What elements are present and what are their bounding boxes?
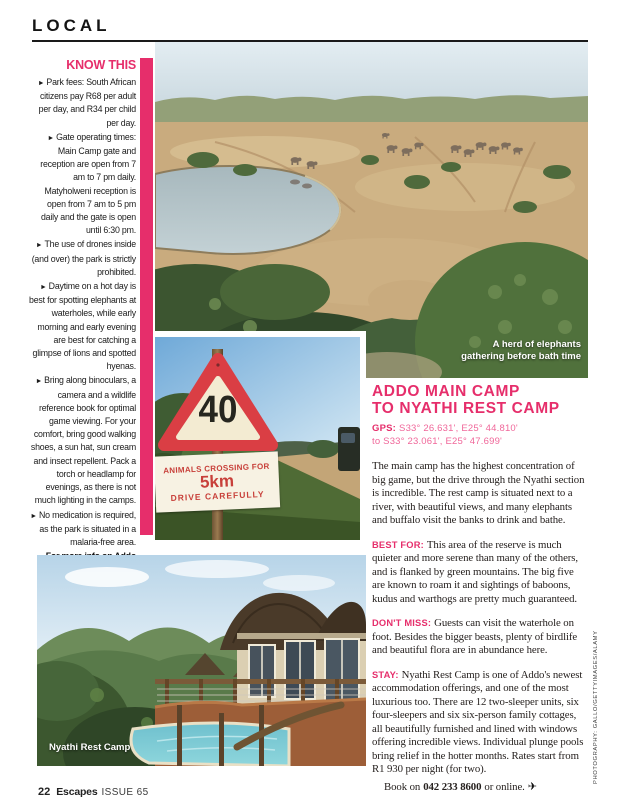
- gps-label: GPS:: [372, 423, 397, 434]
- animals-crossing-board: [155, 451, 280, 512]
- waterhole-caption: [461, 339, 581, 363]
- photo-credit: PHOTOGRAPHY: GALLO/GETTYIMAGES/ALAMY: [593, 630, 599, 784]
- waterhole-photo: [155, 42, 588, 378]
- lodge-photo: [37, 555, 366, 766]
- issue-label: ISSUE 65: [101, 787, 149, 798]
- arrow-bullet-icon: ►: [39, 284, 47, 292]
- gps-coords-1: S33° 26.631', E25° 44.810': [399, 423, 518, 434]
- know-this-item: [28, 131, 136, 238]
- road-sign-photo: [155, 331, 366, 540]
- intro-paragraph: The main camp has the highest concentration of big game, but the drive through the Nyathi section is incredible. The rest camp is situated next to a river, with beautiful views, and many elephants and buffalo visit the banks to drink and bathe.: [372, 460, 585, 526]
- waterhole-illustration: [155, 42, 588, 378]
- stay-paragraph: [372, 669, 588, 777]
- know-this-item: [28, 509, 136, 550]
- lodge-illustration: [37, 555, 366, 766]
- gps-line1: [372, 423, 588, 436]
- arrow-bullet-icon: ►: [37, 80, 45, 87]
- article-title: [372, 383, 588, 417]
- stay-label: STAY:: [372, 669, 399, 680]
- know-this-item-text: Daytime on a hot day is best for spotting elephants at waterholes, while early morning and early evening are best for catching a glimpse of lions and spotted hyenas.: [29, 281, 136, 372]
- best-for-paragraph: [372, 539, 588, 607]
- know-this-sidebar: [28, 58, 136, 590]
- dont-miss-text: Guests can visit the waterhole on foot. Besides the bigger beasts, plenty of birdlife and beautiful flora are in abundance here.: [372, 617, 578, 656]
- speed-limit-text: 40: [198, 388, 238, 431]
- gps-line2: to S33° 23.061', E25° 47.699': [372, 435, 503, 447]
- book-prefix: Book on: [384, 780, 421, 793]
- stay-text: Nyathi Rest Camp is one of Addo's newest accommodation offerings, and one of the most luxurious too. There are 12 two-sleeper units, six four-sleepers and six six-person family cottages, all beautifully furnished and lined with windows offering incredible views. Individual plunge pools bring relief in the hotter months. Rates start from R1 930 per night (for two).: [372, 668, 584, 775]
- pink-divider-bar: [140, 58, 153, 535]
- best-for-label: BEST FOR:: [372, 539, 424, 550]
- page-number: 22: [38, 786, 51, 798]
- know-this-item: [28, 238, 136, 279]
- page-footer: [38, 782, 149, 800]
- article-column: [372, 383, 588, 805]
- best-for-text: This area of the reserve is much quieter and more serene than many of the others, and is flanked by green mountains. The big five are known to roam it and sightings of baboons, kudus and warthogs are pretty much guaranteed.: [372, 538, 578, 605]
- dont-miss-paragraph: [372, 617, 588, 658]
- know-this-item: [28, 280, 136, 373]
- arrow-bullet-icon: ►: [35, 242, 43, 250]
- section-label: LOCAL: [32, 16, 111, 35]
- book-suffix: or online.: [484, 780, 525, 793]
- sign-line3: DRIVE CAREFULLY: [170, 488, 265, 503]
- know-this-heading: KNOW THIS: [66, 58, 136, 72]
- arrow-bullet-icon: ►: [30, 512, 37, 520]
- magazine-name: Escapes: [56, 786, 98, 798]
- booking-line: [372, 781, 588, 795]
- waterhole-caption-line2: gathering before bath time: [461, 351, 581, 362]
- know-this-item-text: The use of drones inside (and over) the park is strictly prohibited.: [31, 239, 136, 277]
- phone-number: 042 233 8600: [423, 780, 482, 793]
- sign-line2: 5km: [199, 470, 235, 492]
- plane-icon: ✈: [527, 780, 537, 793]
- article-title-line2: TO NYATHI REST CAMP: [372, 400, 560, 417]
- know-this-item: [28, 374, 136, 507]
- dont-miss-label: DON'T MISS:: [372, 618, 432, 628]
- know-this-item-text: No medication is required, as the park is situated in a malaria-free area.: [39, 509, 136, 547]
- gps-coordinates: [372, 423, 588, 448]
- sign-line1: ANIMALS CROSSING FOR: [163, 461, 270, 475]
- arrow-bullet-icon: ►: [47, 134, 55, 142]
- know-this-item: [28, 76, 136, 130]
- article-title-line1: ADDO MAIN CAMP: [372, 383, 520, 400]
- know-this-item-text: Park fees: South African citizens pay R68 per adult per day, and R34 per child per day.: [38, 77, 136, 128]
- know-this-item-text: Bring along binoculars, a camera and a wildlife reference book for optimal game viewing. For your comfort, bring good walking shoes, a sun hat, sun cream and insect repellent. Pack a torch or headlamp for evenings, as there is not much lighting in the camps.: [30, 375, 136, 506]
- arrow-bullet-icon: ►: [35, 378, 43, 386]
- waterhole-caption-line1: A herd of elephants: [492, 339, 581, 350]
- lodge-caption: Nyathi Rest Camp: [49, 742, 131, 753]
- know-this-item-text: Gate operating times: Main Camp gate and reception are open from 7 am to 7 pm daily. Matyholweni reception is open from 7 am to 5 pm daily and the gate is open until 6:30 pm.: [40, 131, 136, 236]
